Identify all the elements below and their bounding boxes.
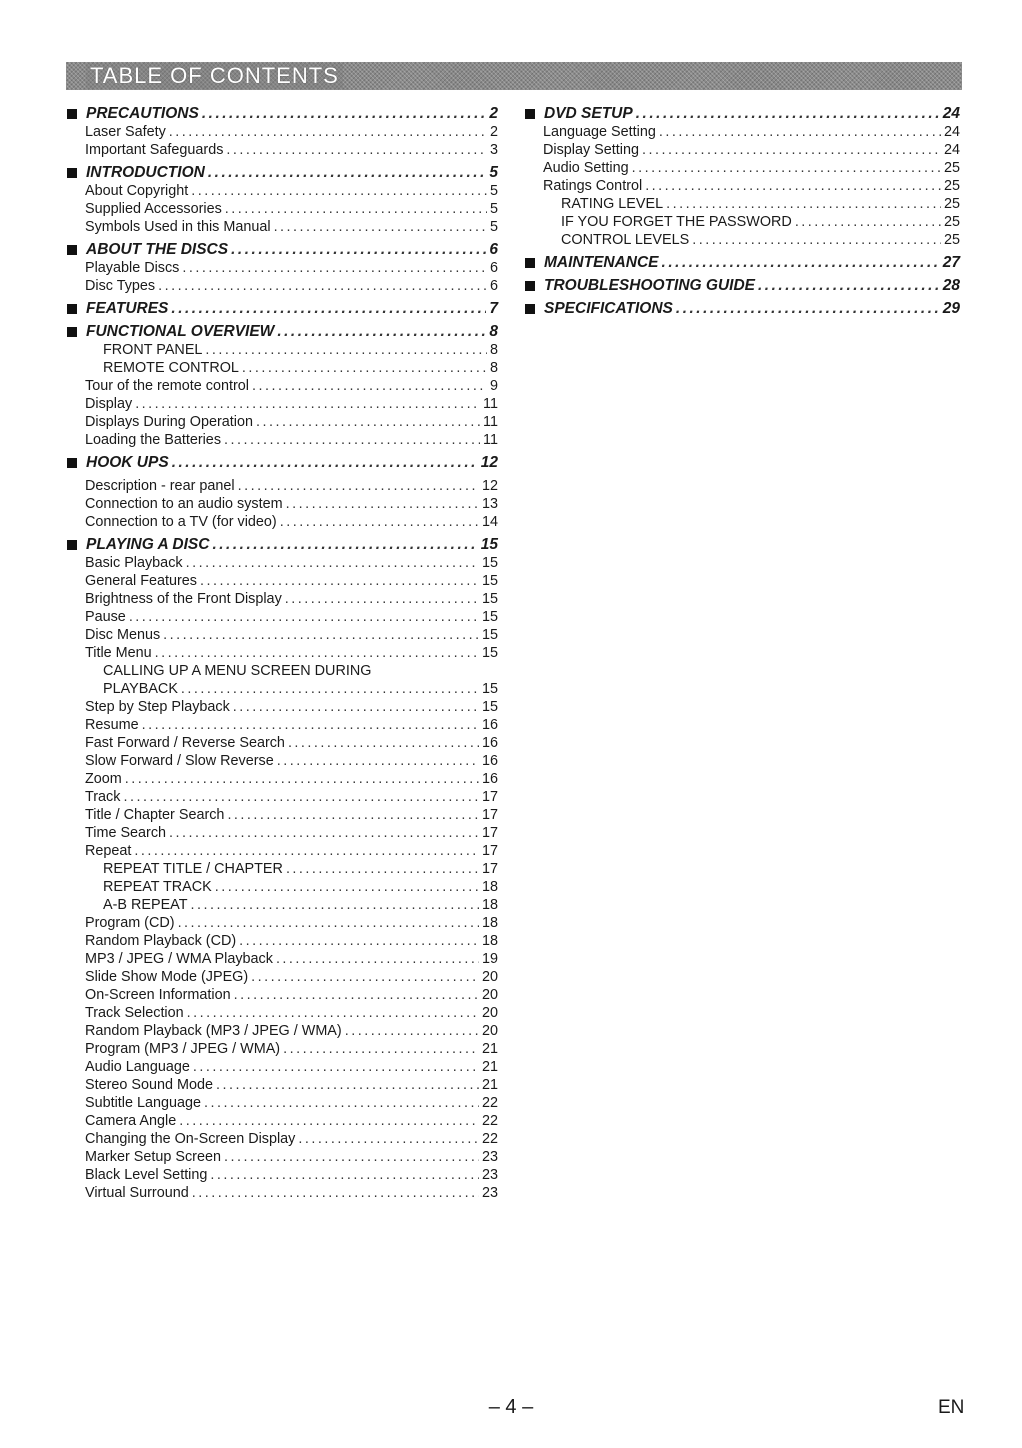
toc-entry[interactable]: Black Level Setting ..... 23 xyxy=(66,1166,498,1184)
toc-section-about-the-discs[interactable]: ABOUT THE DISCS ..... 6 xyxy=(66,240,498,259)
language-code: EN xyxy=(938,1397,965,1418)
toc-entry[interactable]: Tour of the remote control ..... 9 xyxy=(66,377,498,395)
toc-entry[interactable]: REPEAT TRACK ..... 18 xyxy=(66,878,498,896)
toc-entry[interactable]: Pause ..... 15 xyxy=(66,608,498,626)
toc-section-hook-ups[interactable]: HOOK UPS ..... 12 xyxy=(66,453,498,472)
page-number: – 4 – xyxy=(488,1396,534,1418)
toc-entry[interactable]: Description - rear panel ..... 12 xyxy=(66,477,498,495)
square-bullet-icon xyxy=(67,109,77,119)
toc-section-dvd-setup[interactable]: DVD SETUP ..... 24 xyxy=(524,104,960,123)
toc-entry[interactable]: RATING LEVEL ..... 25 xyxy=(524,195,960,213)
toc-entry[interactable]: About Copyright ..... 5 xyxy=(66,182,498,200)
toc-entry[interactable]: Laser Safety ..... 2 xyxy=(66,123,498,141)
toc-entry[interactable]: Display Setting ..... 24 xyxy=(524,141,960,159)
toc-entry[interactable]: Supplied Accessories ..... 5 xyxy=(66,200,498,218)
toc-entry[interactable]: Program (MP3 / JPEG / WMA) ..... 21 xyxy=(66,1040,498,1058)
toc-entry[interactable]: Random Playback (CD) ..... 18 xyxy=(66,932,498,950)
toc-entry[interactable]: Camera Angle ..... 22 xyxy=(66,1112,498,1130)
toc-section-introduction[interactable]: INTRODUCTION ..... 5 xyxy=(66,163,498,182)
toc-entry[interactable]: Connection to an audio system ..... 13 xyxy=(66,495,498,513)
toc-section-functional-overview[interactable]: FUNCTIONAL OVERVIEW ..... 8 xyxy=(66,322,498,341)
page-title: TABLE OF CONTENTS xyxy=(86,63,343,89)
square-bullet-icon xyxy=(67,304,77,314)
square-bullet-icon xyxy=(67,327,77,337)
toc-entry[interactable]: Track ..... 17 xyxy=(66,788,498,806)
toc-entry[interactable]: PLAYBACK ..... 15 xyxy=(66,680,498,698)
square-bullet-icon xyxy=(525,258,535,268)
square-bullet-icon xyxy=(67,168,77,178)
toc-entry[interactable]: Audio Language ..... 21 xyxy=(66,1058,498,1076)
square-bullet-icon xyxy=(525,281,535,291)
toc-entry[interactable]: Display ..... 11 xyxy=(66,395,498,413)
toc-entry[interactable]: Resume ..... 16 xyxy=(66,716,498,734)
toc-entry[interactable]: Disc Menus ..... 15 xyxy=(66,626,498,644)
toc-entry-line1[interactable]: CALLING UP A MENU SCREEN DURING xyxy=(103,663,372,679)
square-bullet-icon xyxy=(525,109,535,119)
toc-left-column xyxy=(66,104,498,1202)
toc-entry[interactable]: Connection to a TV (for video) ..... 14 xyxy=(66,513,498,531)
toc-entry[interactable]: Virtual Surround ..... 23 xyxy=(66,1184,498,1202)
toc-entry[interactable]: Stereo Sound Mode ..... 21 xyxy=(66,1076,498,1094)
toc-entry[interactable]: Program (CD) ..... 18 xyxy=(66,914,498,932)
toc-entry[interactable]: Brightness of the Front Display ..... 15 xyxy=(66,590,498,608)
toc-section-troubleshooting[interactable]: TROUBLESHOOTING GUIDE ..... 28 xyxy=(524,276,960,295)
toc-entry[interactable]: Ratings Control ..... 25 xyxy=(524,177,960,195)
toc-entry[interactable]: Track Selection ..... 20 xyxy=(66,1004,498,1022)
toc-entry[interactable]: Slide Show Mode (JPEG) ..... 20 xyxy=(66,968,498,986)
toc-entry[interactable]: REMOTE CONTROL ..... 8 xyxy=(66,359,498,377)
square-bullet-icon xyxy=(67,245,77,255)
toc-entry[interactable]: Title / Chapter Search ..... 17 xyxy=(66,806,498,824)
toc-section-precautions[interactable]: PRECAUTIONS ..... 2 xyxy=(66,104,498,123)
square-bullet-icon xyxy=(67,540,77,550)
toc-entry[interactable]: A-B REPEAT ..... 18 xyxy=(66,896,498,914)
toc-section-specifications[interactable]: SPECIFICATIONS ..... 29 xyxy=(524,299,960,318)
toc-entry[interactable]: CONTROL LEVELS ..... 25 xyxy=(524,231,960,249)
toc-entry[interactable]: Slow Forward / Slow Reverse ..... 16 xyxy=(66,752,498,770)
toc-entry[interactable]: Symbols Used in this Manual ..... 5 xyxy=(66,218,498,236)
toc-section-playing-a-disc[interactable]: PLAYING A DISC ..... 15 xyxy=(66,535,498,554)
toc-entry[interactable]: Changing the On-Screen Display ..... 22 xyxy=(66,1130,498,1148)
toc-entry[interactable]: Language Setting ..... 24 xyxy=(524,123,960,141)
toc-entry[interactable]: On-Screen Information ..... 20 xyxy=(66,986,498,1004)
toc-entry[interactable]: IF YOU FORGET THE PASSWORD ..... 25 xyxy=(524,213,960,231)
toc-entry[interactable]: Audio Setting ..... 25 xyxy=(524,159,960,177)
toc-entry[interactable]: MP3 / JPEG / WMA Playback ..... 19 xyxy=(66,950,498,968)
toc-entry[interactable]: Random Playback (MP3 / JPEG / WMA) ..... 20 xyxy=(66,1022,498,1040)
toc-entry[interactable]: FRONT PANEL ..... 8 xyxy=(66,341,498,359)
toc-entry[interactable]: Title Menu ..... 15 xyxy=(66,644,498,662)
square-bullet-icon xyxy=(525,304,535,314)
toc-entry[interactable]: Repeat ..... 17 xyxy=(66,842,498,860)
toc-banner xyxy=(66,62,962,90)
toc-entry[interactable]: Marker Setup Screen ..... 23 xyxy=(66,1148,498,1166)
toc-entry[interactable]: General Features ..... 15 xyxy=(66,572,498,590)
toc-section-features[interactable]: FEATURES ..... 7 xyxy=(66,299,498,318)
toc-entry[interactable]: Time Search ..... 17 xyxy=(66,824,498,842)
toc-entry[interactable]: Playable Discs ..... 6 xyxy=(66,259,498,277)
toc-entry[interactable]: REPEAT TITLE / CHAPTER ..... 17 xyxy=(66,860,498,878)
toc-entry[interactable]: Displays During Operation ..... 11 xyxy=(66,413,498,431)
toc-entry[interactable]: Fast Forward / Reverse Search ..... 16 xyxy=(66,734,498,752)
toc-section-maintenance[interactable]: MAINTENANCE ..... 27 xyxy=(524,253,960,272)
toc-entry[interactable]: Important Safeguards ..... 3 xyxy=(66,141,498,159)
toc-entry[interactable]: Disc Types ..... 6 xyxy=(66,277,498,295)
toc-entry[interactable]: Subtitle Language ..... 22 xyxy=(66,1094,498,1112)
square-bullet-icon xyxy=(67,458,77,468)
toc-entry[interactable]: Zoom ..... 16 xyxy=(66,770,498,788)
toc-right-column xyxy=(524,104,960,318)
toc-entry[interactable]: Basic Playback ..... 15 xyxy=(66,554,498,572)
toc-entry[interactable]: Loading the Batteries ..... 11 xyxy=(66,431,498,449)
toc-entry[interactable]: Step by Step Playback ..... 15 xyxy=(66,698,498,716)
